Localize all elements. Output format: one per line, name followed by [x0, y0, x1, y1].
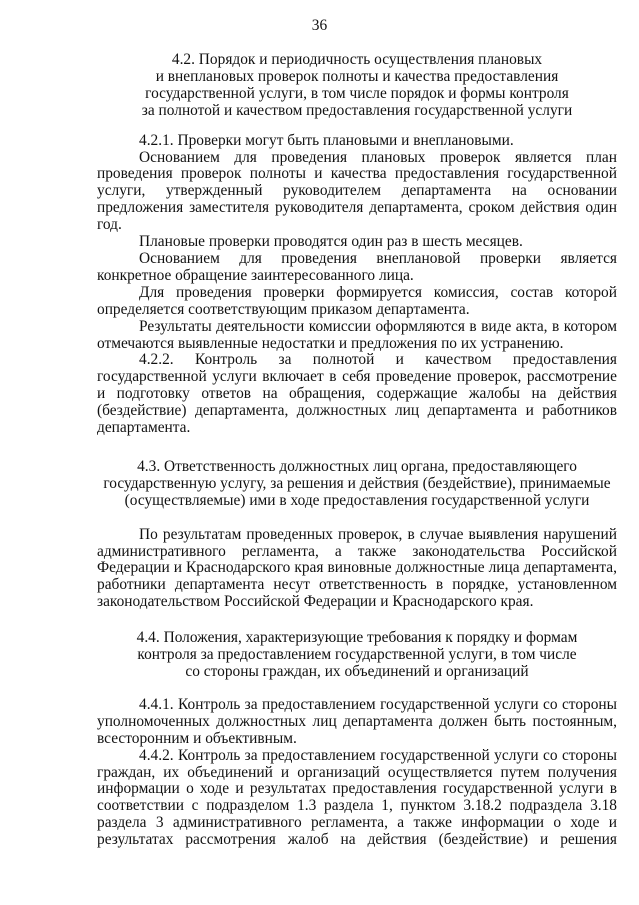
heading-line: государственную услугу, за решения и действия (бездействие), принимаемые: [103, 474, 611, 492]
heading-line: и внеплановых проверок полноты и качества предоставления: [155, 67, 559, 85]
paragraph: Результаты деятельности комиссии оформляются в виде акта, в котором отмечаются выявленные недостатки и предложения по их устранению.: [97, 317, 617, 352]
section-4-4-heading: [97, 630, 617, 681]
heading-line: со стороны граждан, их объединений и организаций: [185, 663, 529, 680]
heading-line: за полнотой и качеством предоставления государственной услуги: [141, 101, 573, 119]
paragraph-4-4-2: 4.4.2. Контроль за предоставлением государственной услуги со стороны граждан, их объединений и организаций осуществляется путем получения информации о ходе и результатах предоставления государственной услуги в соответствии с подразделом 1.3 раздела 1, пунктом 3.18.2 подраздела 3.18 раздела 3 административного регламента, а также информации о ходе и результатах рассмотрения жалоб на действия (бездействие) и решения: [97, 746, 617, 849]
section-4-3-heading: [97, 459, 617, 510]
paragraph: По результатам проведенных проверок, в случае выявления нарушений административного регламента, а также законодательства Российской Федерации и Краснодарского края виновные должностные лица департамента, работники департамента несут ответственность в порядке, установленном законодательством Российской Федерации и Краснодарского края.: [97, 525, 617, 611]
document-body: [97, 0, 617, 849]
paragraph: Для проведения проверки формируется комиссия, состав которой определяется соответствующим приказом департамента.: [97, 283, 617, 318]
page-number: 36: [311, 17, 328, 34]
paragraph-4-2-2: 4.2.2. Контроль за полнотой и качеством предоставления государственной услуги включает в себя проведение проверок, рассмотрение и подготовку ответов на обращения, содержащие жалобы на действия (бездействие) департамента, должностных лиц департамента и работников департамента.: [97, 351, 617, 437]
heading-line: (осуществляемые) ими в ходе предоставления государственной услуги: [124, 491, 590, 509]
heading-line: 4.3. Ответственность должностных лиц органа, предоставляющего: [137, 457, 577, 475]
heading-line: контроля за предоставлением государственной услуги, в том числе: [137, 646, 577, 664]
paragraph: Основанием для проведения плановых проверок является план проведения проверок полноты и качества предоставления государственной услуги, утвержденный руководителем департамента на основании предложения заместителя руководителя департамента, сроком действия один год.: [97, 148, 617, 234]
paragraph: Основанием для проведения внеплановой проверки является конкретное обращение заинтересованного лица.: [97, 249, 617, 284]
paragraph-4-2-1: 4.2.1. Проверки могут быть плановыми и внеплановыми.: [139, 131, 514, 149]
heading-line: 4.2. Порядок и периодичность осуществления плановых: [171, 51, 543, 68]
heading-line: 4.4. Положения, характеризующие требования к порядку и формам: [136, 629, 578, 647]
section-4-2-heading: [97, 52, 617, 120]
paragraph: Плановые проверки проводятся один раз в шесть месяцев.: [139, 233, 523, 251]
heading-line: государственной услуги, в том числе порядок и формы контроля: [145, 84, 569, 102]
paragraph-4-4-1: 4.4.1. Контроль за предоставлением государственной услуги со стороны уполномоченных должностных лиц департамента должен быть постоянным, всесторонним и объективным.: [97, 695, 617, 747]
